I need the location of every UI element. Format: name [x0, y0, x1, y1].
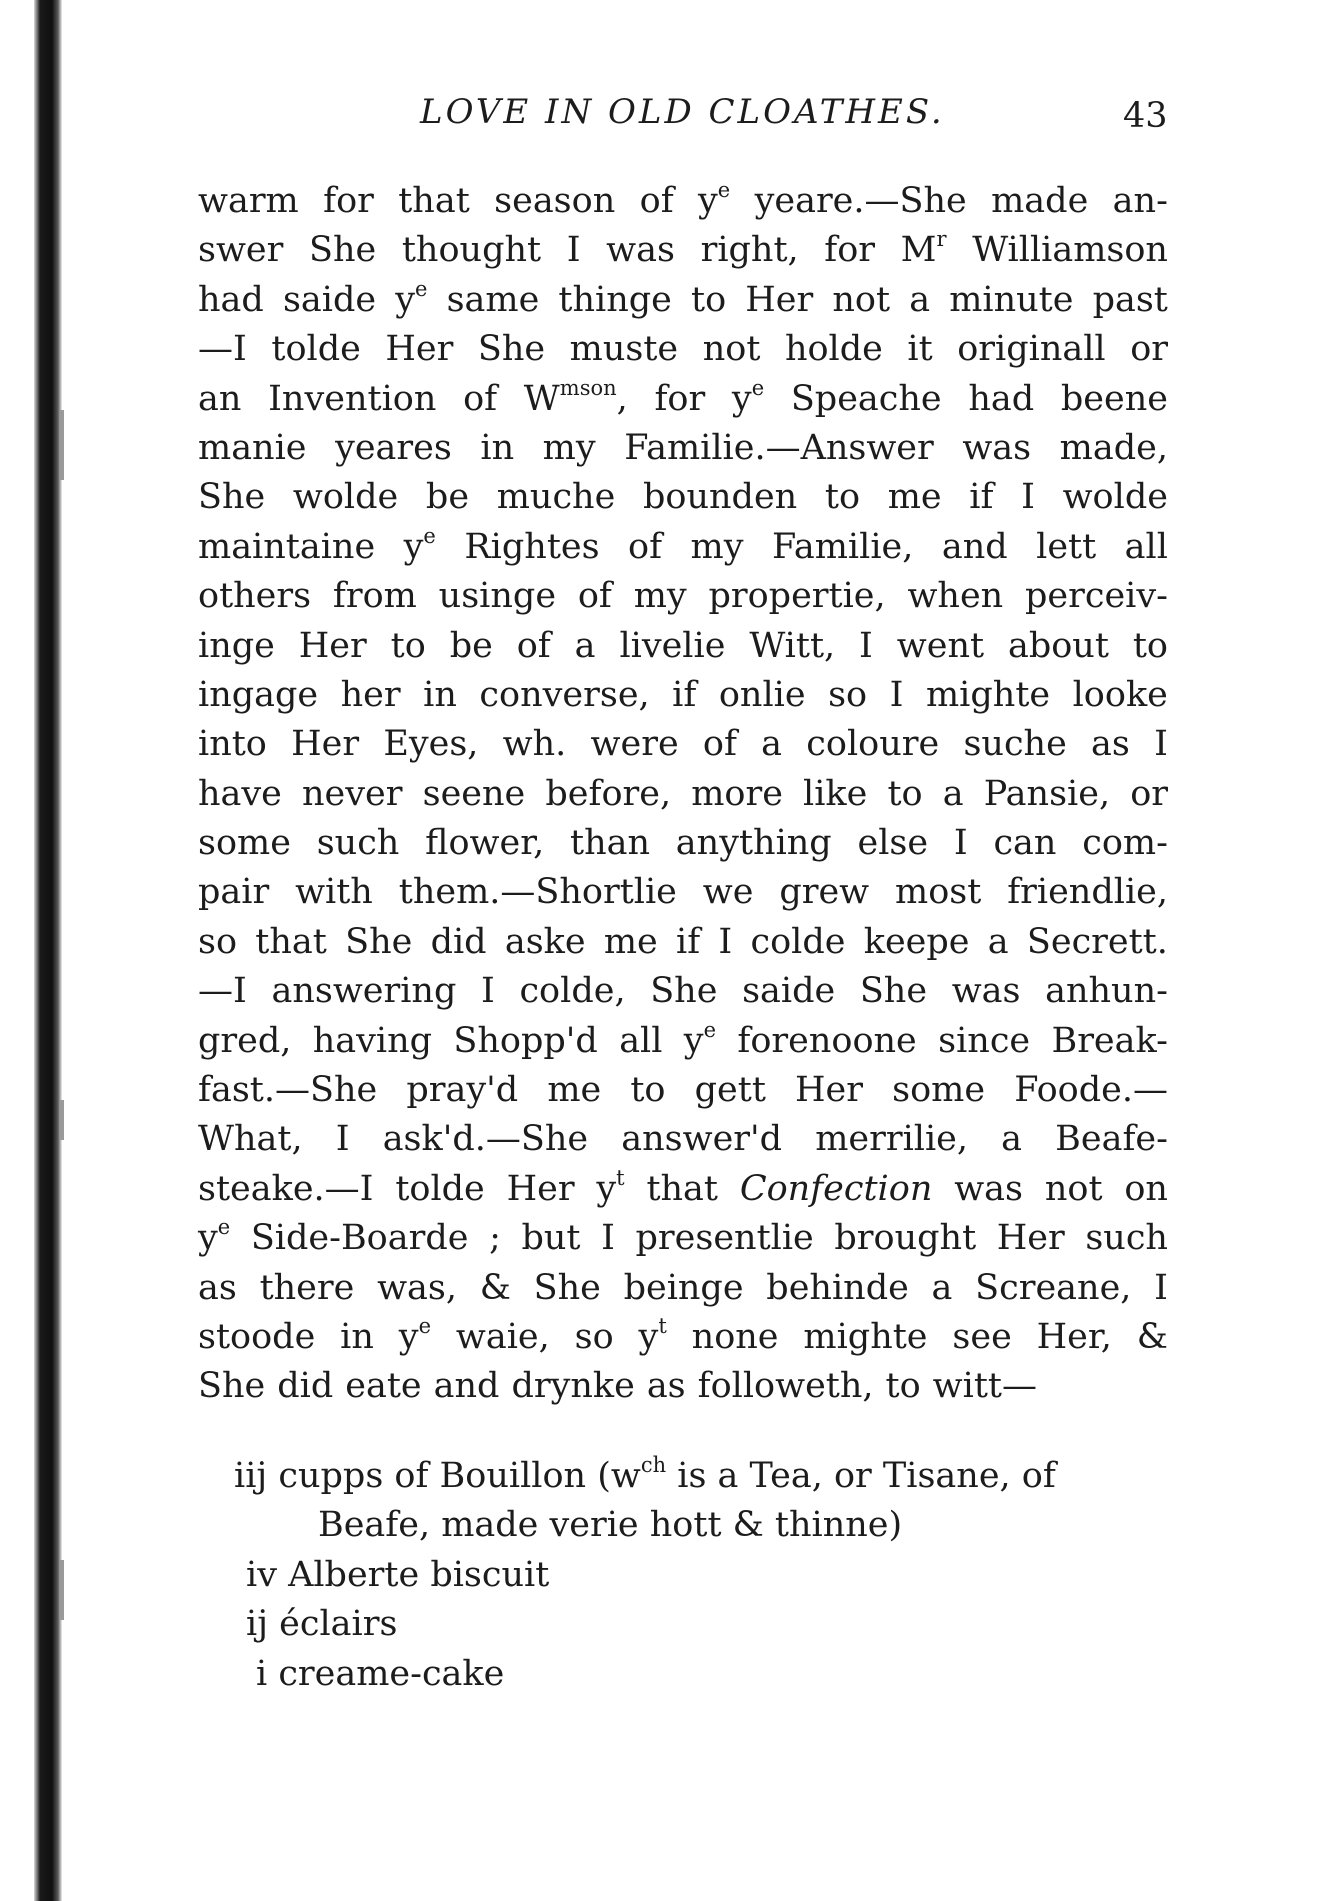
text-line: had saide $y^e$ same thinge to Her not a minute past [198, 276, 1168, 320]
text-line: She did eate and drynke as followeth, to witt— [198, 1366, 1037, 1407]
text-line: inge Her to be of a livelie Witt, I went about to [198, 625, 1168, 666]
text-line: ingage her in converse, if onlie so I mighte looke [198, 674, 1168, 715]
running-title: LOVE IN OLD CLOATHES. [420, 92, 945, 132]
text-line: an Invention of $W^{mson}$, for $y^e$ Speache had beene [198, 375, 1168, 419]
body-text [198, 177, 1168, 1412]
text-line [198, 177, 1168, 226]
book-spine-shadow [34, 0, 62, 1901]
word: season [494, 181, 616, 221]
text-line: pair with them.—Shortlie we grew most friendlie, [198, 872, 1168, 913]
list-item-text: iij cupps of Bouillon ($w^{ch}$ is a Tea, or Tisane, of [234, 1453, 1056, 1496]
food-list [234, 1452, 1168, 1699]
word: yeare.—She [754, 181, 967, 221]
text-line: stoode in $y^e$ waie, so $y^t$ none mighte see Her, & [198, 1313, 1168, 1357]
text-line: some such flower, than anything else I can com- [198, 823, 1168, 864]
text-line: maintaine $y^e$ Rightes of my Familie, and lett all [198, 523, 1168, 567]
text-line: into Her Eyes, wh. were of a coloure suche as I [198, 724, 1168, 765]
text-line: What, I ask'd.—She answer'd merrilie, a Beafe- [198, 1119, 1168, 1160]
list-item: iv Alberte biscuit [246, 1554, 550, 1595]
text-line: $y^e$ Side-Boarde ; but I presentlie brought Her such [198, 1215, 1168, 1259]
spine-speck [60, 1100, 64, 1140]
text-line: others from usinge of my propertie, when perceiv- [198, 576, 1168, 617]
spine-speck [60, 1560, 64, 1620]
text-line: have never seene before, more like to a Pansie, or [198, 773, 1168, 814]
text-line: steake.—I tolde Her $y^t$ that Confection was not on [198, 1165, 1168, 1209]
text-line: gred, having Shopp'd all $y^e$ forenoone since Break- [198, 1017, 1168, 1061]
word: of [639, 181, 674, 221]
superscript: e [717, 178, 731, 202]
word: that [398, 181, 470, 221]
spine-speck [60, 410, 64, 480]
word: for [323, 181, 374, 221]
text-line: She wolde be muche bounden to me if I wolde [198, 477, 1168, 518]
text-line: manie yeares in my Familie.—Answer was made, [198, 427, 1168, 468]
word: made [991, 181, 1089, 221]
list-item: i creame-cake [256, 1653, 505, 1694]
list-item-continuation: Beafe, made verie hott & thinne) [318, 1505, 903, 1546]
page-number: 43 [1123, 96, 1168, 136]
text-line: fast.—She pray'd me to gett Her some Foode.— [198, 1070, 1168, 1111]
list-item [234, 1452, 1168, 1501]
text-line: —I answering I colde, She saide She was anhun- [198, 971, 1168, 1012]
text-line: as there was, & She beinge behinde a Screane, I [198, 1267, 1168, 1308]
text-line: —I tolde Her She muste not holde it originall or [198, 329, 1168, 370]
word: warm [198, 181, 299, 221]
text-line: so that She did aske me if I colde keepe a Secrett. [198, 921, 1168, 962]
list-item: ij éclairs [246, 1604, 398, 1645]
word: $y^e$ [698, 178, 731, 221]
text-line: swer She thought I was right, for $M^r$ Williamson [198, 227, 1168, 271]
word: an- [1112, 181, 1168, 221]
